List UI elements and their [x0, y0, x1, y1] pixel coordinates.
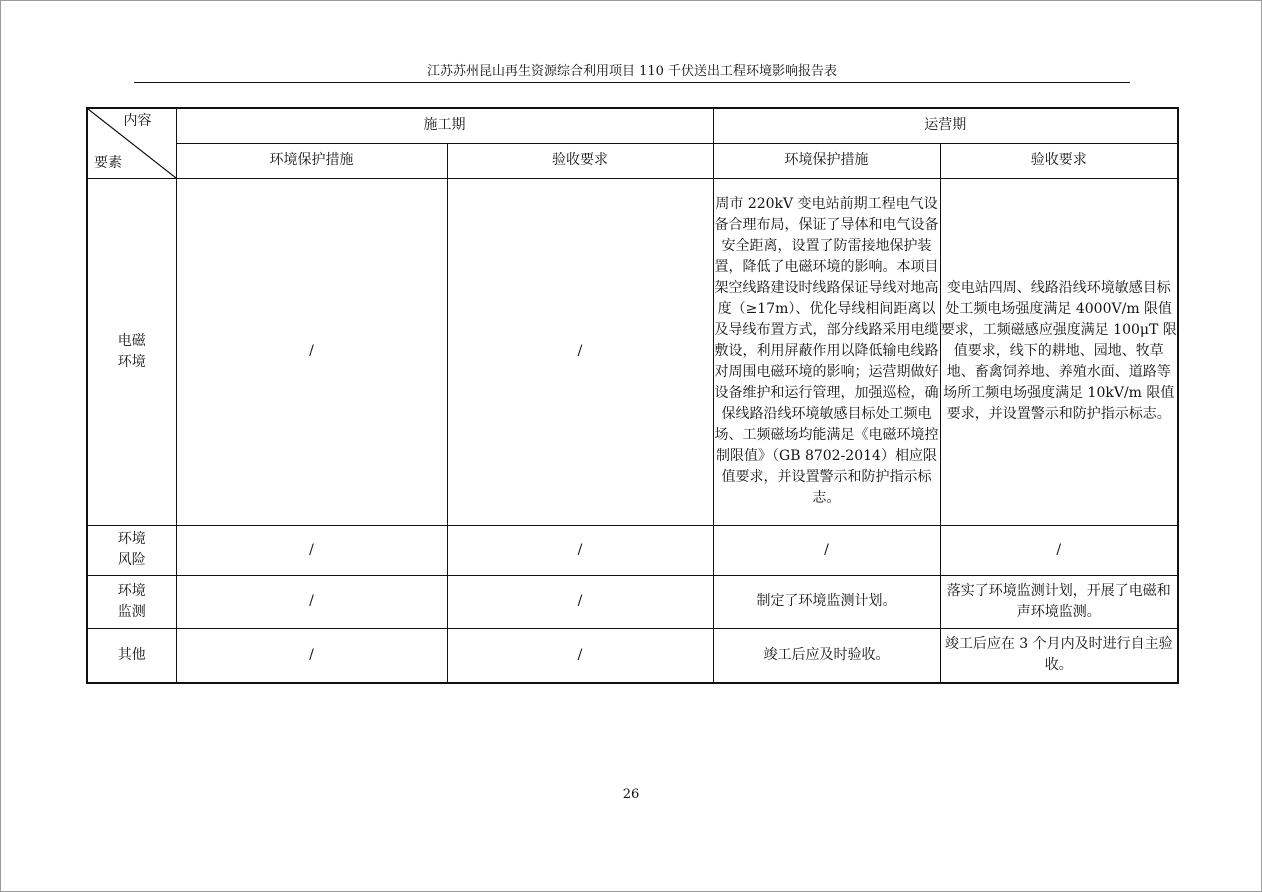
row-element-label: 其他	[87, 628, 176, 683]
page-number: 26	[622, 787, 640, 802]
operation-acceptance-cell: 变电站四周、线路沿线环境敏感目标处工频电场强度满足 4000V/m 限值要求，工频磁感应强度满足 100μT 限值要求，线下的耕地、园地、牧草地、畜禽饲养地、养殖水面、道路等场所工频电场强度满足 10kV/m 限值要求，并设置警示和防护指示标志。	[940, 178, 1178, 525]
construction-measures-header: 环境保护措施	[176, 143, 447, 178]
row-element-label: 电磁环境	[87, 178, 176, 525]
construction-acceptance-cell: /	[447, 525, 713, 575]
construction-acceptance-cell: /	[447, 575, 713, 628]
construction-acceptance-cell: /	[447, 178, 713, 525]
construction-measures-cell: /	[176, 628, 447, 683]
construction-phase-header: 施工期	[176, 108, 713, 143]
operation-acceptance-cell: /	[940, 525, 1178, 575]
operation-measures-cell: /	[713, 525, 940, 575]
operation-measures-cell: 周市 220kV 变电站前期工程电气设备合理布局，保证了导体和电气设备安全距离，设置了防雷接地保护装置，降低了电磁环境的影响。本项目架空线路建设时线路保证导线对地高度（≥17m）、优化导线相间距离以及导线布置方式，部分线路采用电缆敷设，利用屏蔽作用以降低输电线路对周围电磁环境的影响；运营期做好设备维护和运行管理，加强巡检，确保线路沿线环境敏感目标处工频电场、工频磁场均能满足《电磁环境控制限值》（GB 8702-2014）相应限值要求，并设置警示和防护指示标志。	[713, 178, 940, 525]
corner-label-element: 要素	[94, 154, 122, 171]
environmental-measures-table	[86, 107, 1179, 684]
construction-acceptance-cell: /	[447, 628, 713, 683]
table-row	[87, 178, 1178, 525]
operation-acceptance-cell: 竣工后应在 3 个月内及时进行自主验收。	[940, 628, 1178, 683]
report-header: 江苏苏州昆山再生资源综合利用项目 110 千伏送出工程环境影响报告表	[134, 63, 1130, 83]
operation-acceptance-cell: 落实了环境监测计划，开展了电磁和声环境监测。	[940, 575, 1178, 628]
corner-label-content: 内容	[123, 113, 152, 129]
operation-measures-cell: 制定了环境监测计划。	[713, 575, 940, 628]
corner-header-cell	[87, 108, 176, 178]
operation-measures-cell: 竣工后应及时验收。	[713, 628, 940, 683]
operation-acceptance-header: 验收要求	[940, 143, 1178, 178]
construction-measures-cell: /	[176, 525, 447, 575]
header-row-sub	[87, 143, 1178, 178]
construction-measures-cell: /	[176, 575, 447, 628]
operation-phase-header: 运营期	[713, 108, 1178, 143]
operation-measures-header: 环境保护措施	[713, 143, 940, 178]
header-row-phase	[87, 108, 1178, 143]
table-row	[87, 628, 1178, 683]
table-row	[87, 575, 1178, 628]
row-element-label: 环境监测	[87, 575, 176, 628]
row-element-label: 环境风险	[87, 525, 176, 575]
construction-acceptance-header: 验收要求	[447, 143, 713, 178]
construction-measures-cell: /	[176, 178, 447, 525]
table-row	[87, 525, 1178, 575]
